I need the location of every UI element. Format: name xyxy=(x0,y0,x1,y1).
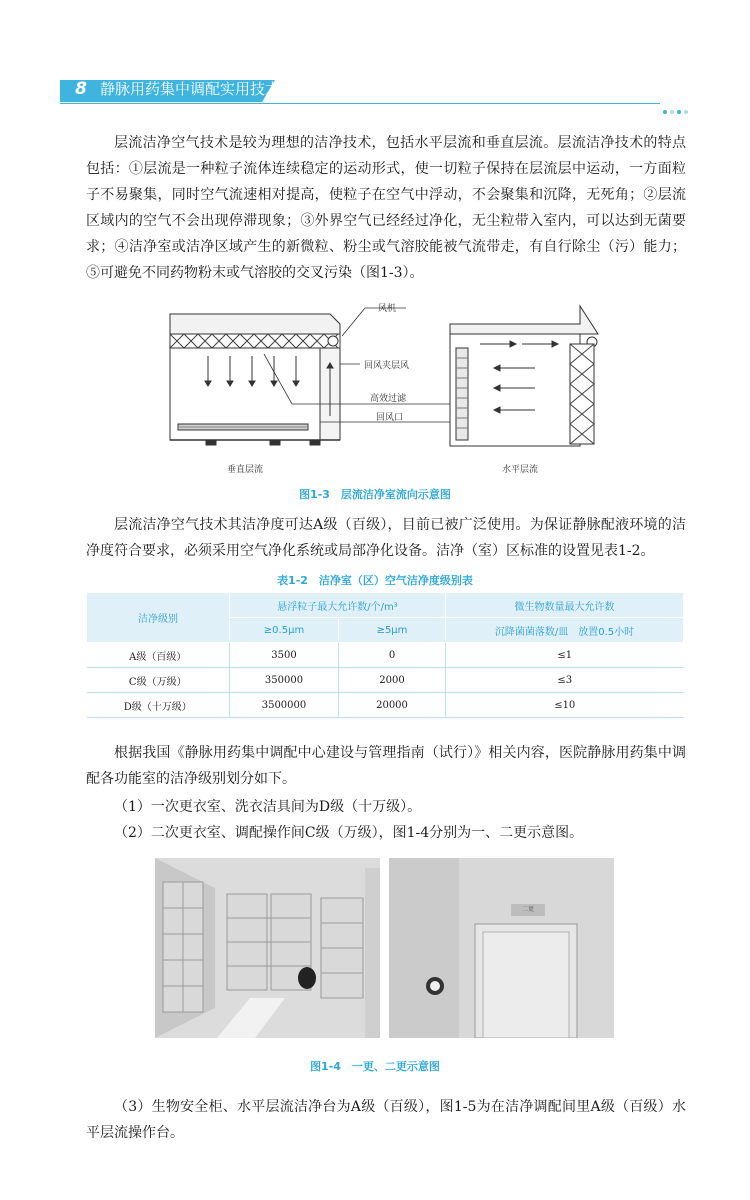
return-port-c xyxy=(310,440,320,445)
label-fan: 风机 xyxy=(378,304,397,314)
figure-1-3-caption: 图1-3 层流洁净室流向示意图 xyxy=(299,488,451,501)
door-sign: 二更 xyxy=(521,906,534,913)
running-header xyxy=(60,78,694,104)
cell-p5: 2000 xyxy=(339,668,446,693)
label-horizontal-flow: 水平层流 xyxy=(501,465,539,475)
return-port-a xyxy=(206,440,216,445)
vertical-fan-icon xyxy=(328,336,338,346)
book-title: 静脉用药集中调配实用技术 xyxy=(100,80,281,98)
cell-grade: C级（万级） xyxy=(87,668,230,693)
header-rule xyxy=(60,103,660,104)
figure-1-4-caption: 图1-4 一更、二更示意图 xyxy=(310,1060,440,1073)
page-number: 8 xyxy=(75,79,87,99)
cell-p05: 3500 xyxy=(230,643,339,668)
paragraph-item-1: （1）一次更衣室、洗衣洁具间为D级（十万级）。 xyxy=(114,799,422,815)
th-grade: 洁净级别 xyxy=(87,593,230,643)
horizontal-top-housing xyxy=(450,306,598,334)
photo-second-changing-room xyxy=(389,858,614,1038)
return-port-b xyxy=(270,440,280,445)
cell-p5: 20000 xyxy=(339,693,446,718)
paragraph-guideline: 根据我国《静脉用药集中调配中心建设与管理指南（试行）》相关内容，医院静脉用药集中调配各功能室的洁净级别划分如下。 xyxy=(86,745,686,787)
paragraph-cleanliness: 层流洁净空气技术其洁净度可达A级（百级），目前已被广泛使用。为保证静脉配液环境的洁净度符合要求，必须采用空气净化系统或局部净化设备。洁净（室）区标准的设置见表1-2。 xyxy=(86,517,686,559)
table-row xyxy=(87,693,684,718)
cell-settle: ≤10 xyxy=(446,693,684,718)
photo-first-changing-room xyxy=(155,858,380,1038)
th-settle: 沉降菌菌落数/皿 放置0.5小时 xyxy=(446,618,684,643)
cell-p05: 350000 xyxy=(230,668,339,693)
cell-p05: 3500000 xyxy=(230,693,339,718)
paragraph-item-3: （3）生物安全柜、水平层流洁净台为A级（百级），图1-5为在洁净调配间里A级（百级）水平层流操作台。 xyxy=(86,1099,686,1141)
cell-settle: ≤3 xyxy=(446,668,684,693)
th-p5: ≥5μm xyxy=(339,618,446,643)
paragraph-laminar-intro: 层流洁净空气技术是较为理想的洁净技术，包括水平层流和垂直层流。层流洁净技术的特点包括：①层流是一种粒子流体连续稳定的运动形式，使一切粒子保持在层流层中运动，一方面粒子不易聚集，同时空气流速相对提高，使粒子在空气中浮动，不会聚集和沉降，无死角；②层流区域内的空气不会出现停滞现象；③外界空气已经经过净化，无尘粒带入室内，可以达到无菌要求；④洁净室或洁净区域产生的新微粒、粉尘或气溶胶能被气流带走，有自行除尘（污）能力；⑤可避免不同药物粉末或气溶胶的交叉污染（图1-3）。 xyxy=(86,135,686,281)
header-dots xyxy=(663,99,697,107)
th-p05: ≥0.5μm xyxy=(230,618,339,643)
table-1-2-title: 表1-2 洁净室（区）空气洁净度级别表 xyxy=(277,574,473,587)
vertical-top-housing xyxy=(170,314,340,334)
label-hepa: 高效过滤 xyxy=(370,394,407,404)
laminar-flow-diagram xyxy=(150,296,610,482)
cell-p5: 0 xyxy=(339,643,446,668)
table-row xyxy=(87,643,684,668)
label-vertical-flow: 垂直层流 xyxy=(226,465,264,475)
cleanliness-table xyxy=(86,592,684,718)
cell-grade: A级（百级） xyxy=(87,643,230,668)
table-row xyxy=(87,668,684,693)
cell-settle: ≤1 xyxy=(446,643,684,668)
horizontal-room-box xyxy=(450,334,580,446)
horizontal-return-grille xyxy=(456,348,468,440)
paragraph-item-2: （2）二次更衣室、调配操作间C级（万级），图1-4分别为一、二更示意图。 xyxy=(114,825,584,841)
label-return-port: 回风口 xyxy=(376,413,404,423)
label-return-air-layer: 回风夹层风 xyxy=(364,361,410,371)
th-microbes: 微生物数量最大允许数 xyxy=(446,593,684,618)
cell-grade: D级（十万级） xyxy=(87,693,230,718)
th-particles: 悬浮粒子最大允许数/个/m³ xyxy=(230,593,446,618)
